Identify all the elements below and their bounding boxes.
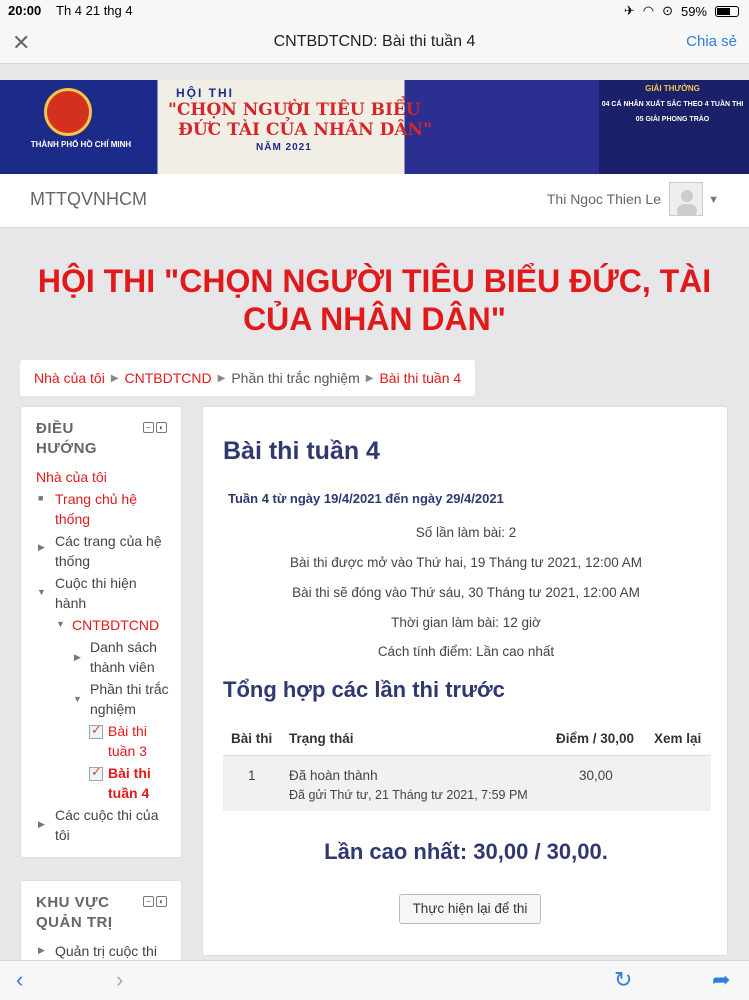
dock-icon[interactable]: ◐ (156, 896, 167, 907)
reload-icon[interactable]: ↻ (614, 967, 633, 992)
nav-members-line1: Danh sách (90, 639, 157, 655)
status-bar (0, 0, 749, 22)
nav-site-pages[interactable] (55, 531, 162, 571)
status-date: Th 4 21 thg 4 (56, 3, 133, 18)
nav-week4-line2: tuần 4 (108, 785, 150, 801)
nav-quiz-section-line1: Phần thi trắc (90, 681, 169, 697)
nav-quiz-week3[interactable] (108, 721, 147, 761)
quiz-open-date: Bài thi được mở vào Thứ hai, 19 Tháng tư 2021, 12:00 AM (289, 555, 642, 570)
nav-course-admin[interactable]: Quản trị cuộc thi (55, 943, 157, 959)
attempt-grade: 30,00 (579, 768, 613, 783)
chevron-right-icon[interactable]: ▶ (38, 542, 45, 552)
col-review: Xem lại (654, 731, 702, 746)
dock-icon[interactable]: ◐ (156, 422, 167, 433)
col-attempt: Bài thi (231, 731, 273, 746)
navigation-block (20, 406, 182, 858)
table-row (223, 755, 711, 811)
nav-members-line2: thành viên (90, 659, 155, 675)
block-controls (143, 896, 167, 907)
chevron-right-icon: ▶ (217, 372, 226, 384)
col-grade: Điểm / 30,00 (556, 731, 635, 746)
browser-nav-bar (0, 22, 749, 64)
close-icon[interactable]: ✕ (12, 30, 31, 55)
chevron-right-icon[interactable]: ▶ (38, 945, 45, 955)
nav-system-home[interactable] (55, 489, 137, 529)
nav-current-line1: Cuộc thi hiện (55, 575, 137, 591)
nav-title: CNTBDTCND: Bài thi tuần 4 (273, 33, 476, 50)
banner-city: THÀNH PHỐ HỒ CHÍ MINH (30, 140, 132, 149)
breadcrumb-current[interactable]: Bài thi tuần 4 (379, 370, 462, 386)
banner-prizes (600, 84, 745, 123)
reattempt-button[interactable]: Thực hiện lại để thi (399, 894, 541, 924)
nav-my-contests[interactable] (55, 805, 159, 845)
quiz-icon (89, 767, 103, 781)
chevron-right-icon: ▶ (110, 372, 119, 384)
avatar[interactable] (669, 182, 703, 216)
best-grade: Lần cao nhất: 30,00 / 30,00. (324, 839, 608, 864)
bullet-icon: ■ (38, 493, 44, 503)
navigation-title-line2: HƯỚNG (36, 440, 98, 457)
nav-quiz-section-line2: nghiệm (90, 701, 136, 717)
nav-site-pages-line2: thống (55, 553, 91, 569)
nav-quiz-week4[interactable] (108, 763, 151, 803)
quiz-date-range: Tuần 4 từ ngày 19/4/2021 đến ngày 29/4/2021 (228, 491, 504, 506)
breadcrumb-home[interactable]: Nhà của tôi (34, 370, 105, 386)
user-name[interactable]: Thi Ngoc Thien Le (546, 191, 661, 207)
battery-percent: 59% (680, 3, 707, 19)
contest-banner (0, 80, 749, 174)
admin-title-line2: QUẢN TRỊ (36, 914, 113, 931)
navigation-block-title (36, 419, 97, 459)
collapse-icon[interactable]: − (143, 896, 154, 907)
nav-week3-line1: Bài thi (108, 723, 147, 739)
nav-current-contests[interactable] (55, 573, 137, 613)
front-logo-icon (44, 88, 92, 136)
chevron-right-icon[interactable]: ▶ (38, 819, 45, 829)
nav-my-contests-line2: tôi (55, 827, 70, 843)
quiz-main-panel (202, 406, 728, 956)
site-brand[interactable]: MTTQVNHCM (30, 189, 147, 209)
quiz-grading-method: Cách tính điểm: Lần cao nhất (377, 644, 555, 659)
prize-2: 05 GIẢI PHONG TRÀO (635, 116, 710, 123)
col-status: Trạng thái (289, 731, 354, 746)
breadcrumb-section[interactable]: Phần thi trắc nghiệm (231, 370, 360, 386)
nav-course[interactable]: CNTBDTCND (72, 617, 160, 633)
breadcrumb (20, 360, 475, 396)
nav-members[interactable] (90, 637, 157, 677)
site-header (0, 174, 749, 228)
attempts-summary-title: Tổng hợp các lần thi trước (223, 677, 505, 702)
airplane-icon: ✈ (623, 3, 635, 18)
status-time: 20:00 (8, 3, 42, 18)
wifi-icon: ◠ (642, 3, 655, 18)
nav-quiz-section[interactable] (90, 679, 169, 719)
battery-icon (715, 6, 739, 17)
banner-year: NĂM 2021 (256, 142, 312, 153)
banner-title-line2: ĐỨC TÀI CỦA NHÂN DÂN" (178, 120, 432, 140)
attempt-status: Đã hoàn thành (289, 768, 378, 783)
quiz-attempts-allowed: Số lần làm bài: 2 (415, 525, 517, 540)
share-arrow-icon[interactable]: ➦ (712, 967, 731, 992)
banner-hoi-thi: HỘI THI (176, 86, 234, 100)
navigation-title-line1: ĐIỀU (36, 420, 74, 437)
page-title: HỘI THI "CHỌN NGƯỜI TIÊU BIỂU ĐỨC, TÀI CỦA NHÂN DÂN" (37, 263, 712, 337)
admin-title-line1: KHU VỰC (36, 894, 110, 911)
rotation-lock-icon: ⊙ (662, 3, 673, 18)
nav-system-home-line2: thống (55, 511, 91, 527)
chevron-right-icon: ▶ (365, 372, 374, 384)
forward-icon[interactable]: › (116, 967, 124, 992)
chevron-down-icon[interactable]: ▼ (73, 694, 82, 704)
breadcrumb-course[interactable]: CNTBDTCND (124, 370, 212, 386)
nav-current-line2: hành (55, 595, 87, 611)
nav-week4-line1: Bài thi (108, 765, 151, 781)
back-icon[interactable]: ‹ (16, 967, 24, 992)
administration-block-title (36, 893, 113, 933)
nav-home[interactable]: Nhà của tôi (36, 469, 107, 485)
nav-system-home-line1: Trang chủ hệ (55, 491, 137, 507)
chevron-down-icon[interactable]: ▼ (37, 587, 46, 597)
collapse-icon[interactable]: − (143, 422, 154, 433)
prize-1: 04 CÁ NHÂN XUẤT SẮC THEO 4 TUẦN THI (601, 101, 744, 108)
administration-block (20, 880, 182, 970)
table-header (223, 725, 711, 755)
quiz-close-date: Bài thi sẽ đóng vào Thứ sáu, 30 Tháng tư 2021, 12:00 AM (292, 585, 640, 600)
nav-site-pages-line1: Các trang của hệ (55, 533, 162, 549)
banner-title-line1: "CHỌN NGƯỜI TIÊU BIỂU (168, 100, 421, 120)
quiz-time-limit: Thời gian làm bài: 12 giờ (391, 615, 541, 630)
nav-my-contests-line1: Các cuộc thi của (55, 807, 159, 823)
attempt-number: 1 (248, 768, 256, 783)
chevron-right-icon[interactable]: ▶ (74, 652, 81, 662)
nav-week3-line2: tuần 3 (108, 743, 147, 759)
attempt-submitted: Đã gửi Thứ tư, 21 Tháng tư 2021, 7:59 PM (289, 788, 528, 802)
quiz-icon (89, 725, 103, 739)
share-button[interactable]: Chia sẻ (686, 33, 737, 50)
browser-toolbar (0, 960, 749, 1000)
block-controls (143, 422, 167, 433)
chevron-down-icon[interactable]: ▼ (708, 194, 719, 206)
prize-title: GIẢI THƯỞNG (645, 84, 700, 93)
status-right (624, 3, 739, 19)
quiz-title: Bài thi tuần 4 (223, 437, 380, 465)
chevron-down-icon[interactable]: ▼ (56, 619, 65, 629)
